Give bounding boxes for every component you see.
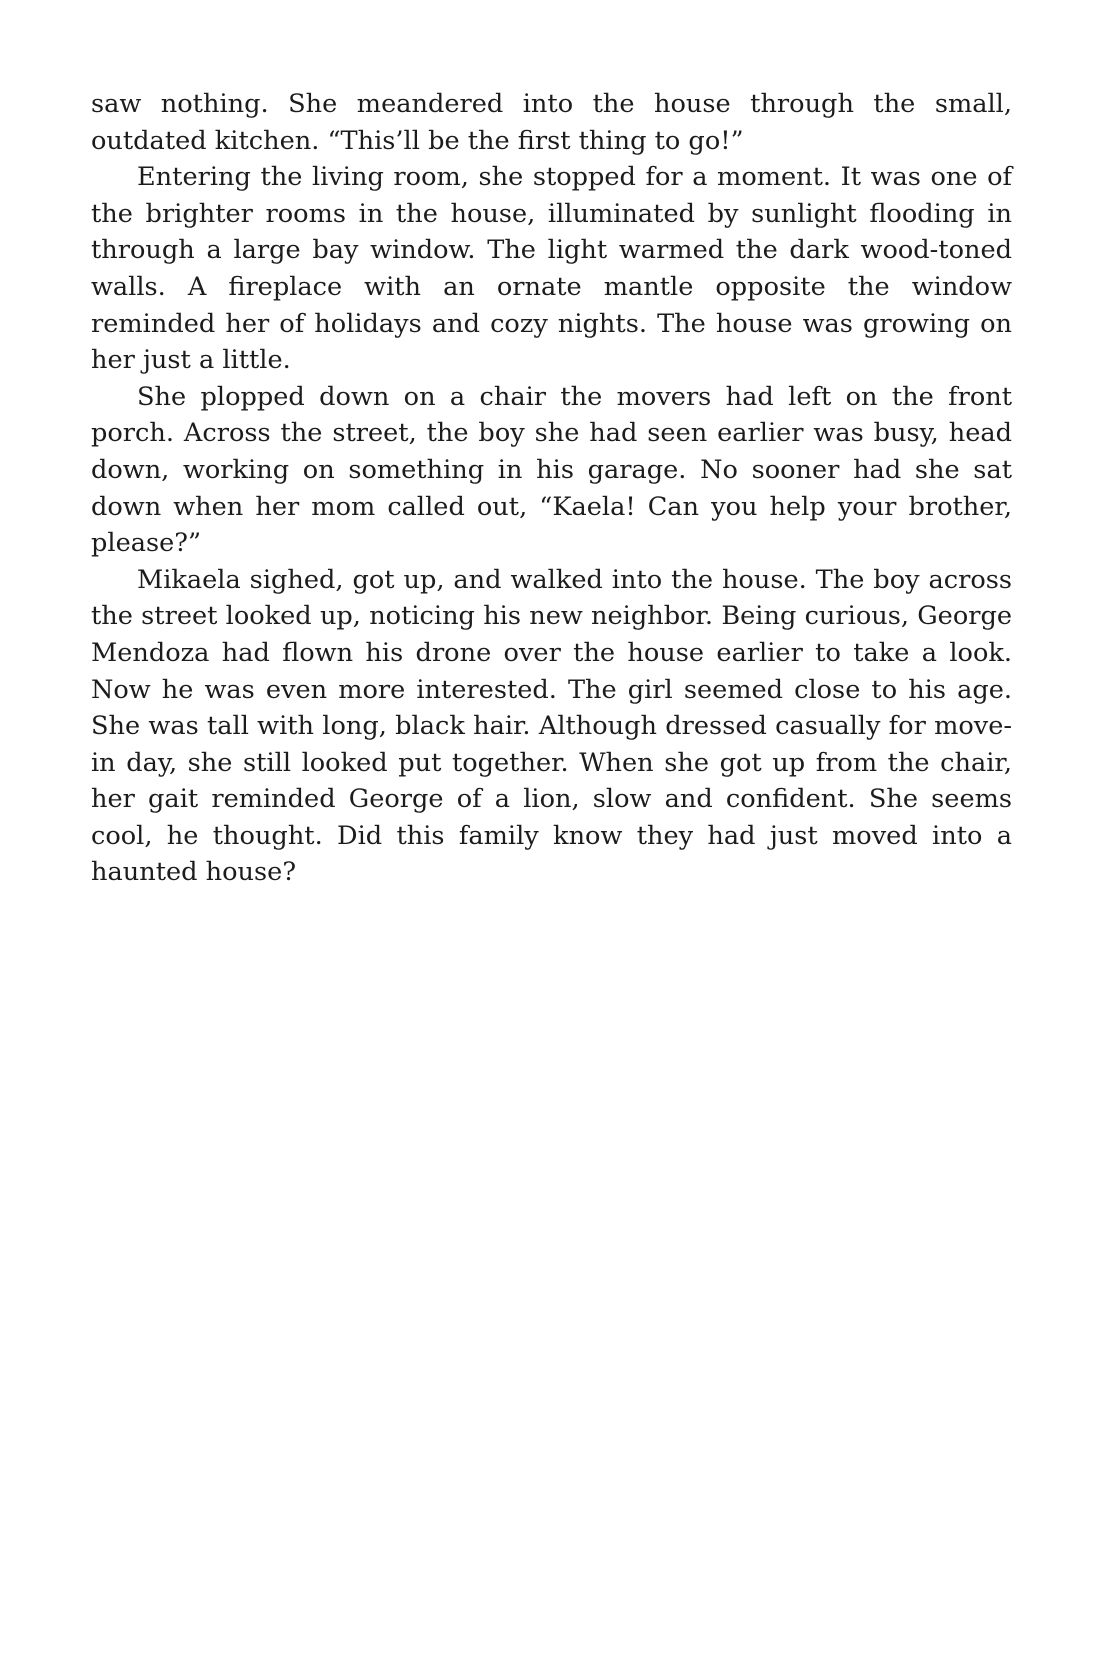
paragraph-front-porch: She plopped down on a chair the movers had left on the front porch. Across the street, the boy she had seen earlier was busy, head down, working on something in his garage. No sooner had she sat down when her mom called out, “Kaela! Can you help your brother, please?” [91,381,1012,559]
paragraph-continuation: saw nothing. She meandered into the house through the small, outdated kitchen. “This’ll be the first thing to go!” [91,89,1012,156]
paragraph-george: Mikaela sighed, got up, and walked into the house. The boy across the street looked up, noticing his new neighbor. Being curious, George Mendoza had flown his drone over the house earlier to take a look. Now he was even more interested. The girl seemed close to his age. She was tall with long, black hair. Although dressed casually for move-in day, she still looked put together. When she got up from the chair, her gait reminded George of a lion, slow and confident. She seems cool, he thought. Did this family know they had just moved into a haunted house? [91,564,1012,888]
book-page [91,86,1012,891]
paragraph-living-room: Entering the living room, she stopped for a moment. It was one of the brighter rooms in the house, illuminated by sunlight flooding in through a large bay window. The light warmed the dark wood-toned walls. A fireplace with an ornate mantle opposite the window reminded her of holidays and cozy nights. The house was growing on her just a little. [91,162,1012,376]
